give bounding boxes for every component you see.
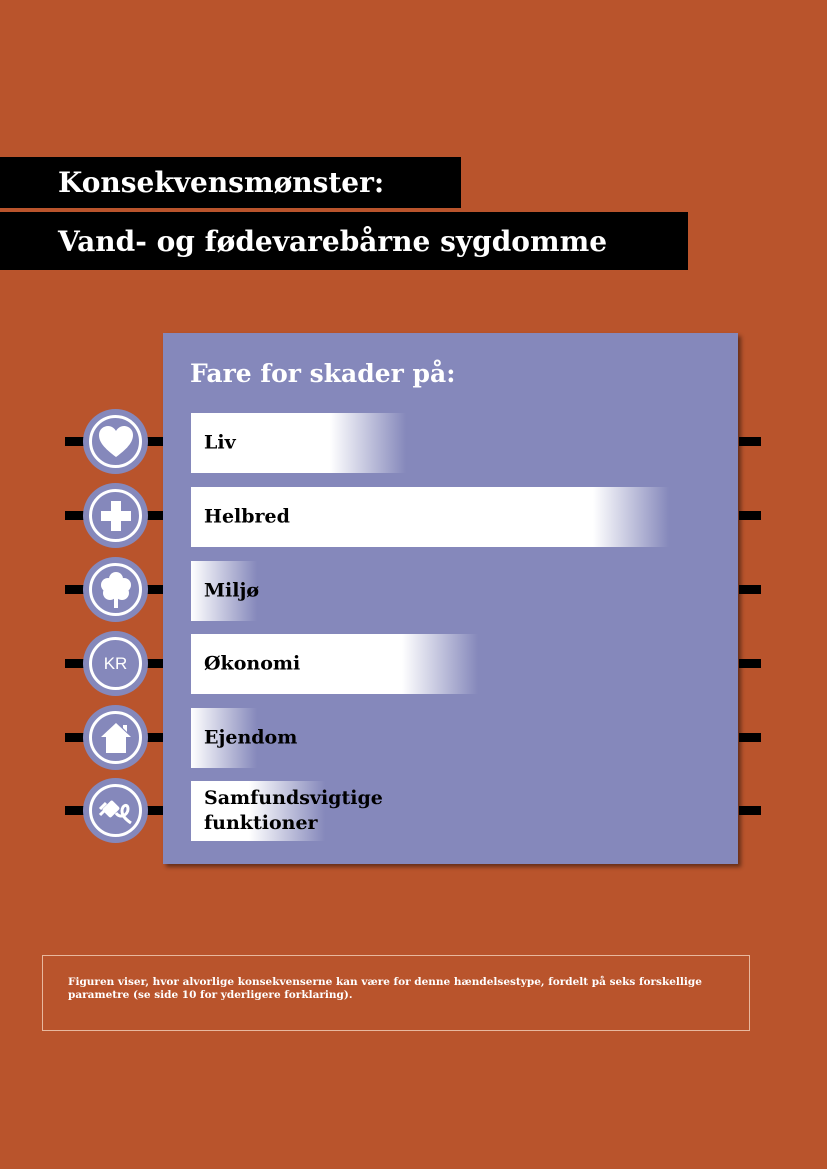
row-connector-right	[739, 511, 761, 520]
house-icon	[83, 705, 148, 770]
row-connector-mid	[146, 659, 164, 668]
row-label: Økonomi	[204, 652, 301, 675]
row-label: Liv	[204, 431, 236, 454]
row-connector-right	[739, 659, 761, 668]
row-label: Ejendom	[204, 726, 298, 749]
row-connector-right	[739, 585, 761, 594]
power-plug-icon	[83, 778, 148, 843]
row-label: Miljø	[204, 579, 260, 602]
row-connector-right	[739, 806, 761, 815]
heart-icon	[83, 409, 148, 474]
tree-icon	[83, 557, 148, 622]
row-label: Samfundsvigtige funktioner	[204, 787, 383, 834]
row-connector-mid	[146, 511, 164, 520]
cross-icon	[83, 483, 148, 548]
title-line-2: Vand- og fødevarebårne sygdomme	[0, 212, 688, 270]
row-connector-mid	[146, 806, 164, 815]
row-connector-right	[739, 733, 761, 742]
currency-kr-text: KR	[103, 653, 128, 673]
hazard-panel	[163, 333, 738, 864]
figure-caption: Figuren viser, hvor alvorlige konsekvenserne kan være for denne hændelsestype, fordelt på seks forskellige parametre (se side 10 for yderligere forklaring).	[42, 955, 750, 1031]
currency-kr-icon	[83, 631, 148, 696]
row-label: Helbred	[204, 505, 290, 528]
row-connector-mid	[146, 733, 164, 742]
row-connector-right	[739, 437, 761, 446]
row-connector-mid	[146, 437, 164, 446]
title-line-1: Konsekvensmønster:	[0, 157, 461, 208]
panel-title: Fare for skader på:	[190, 359, 456, 388]
row-connector-mid	[146, 585, 164, 594]
